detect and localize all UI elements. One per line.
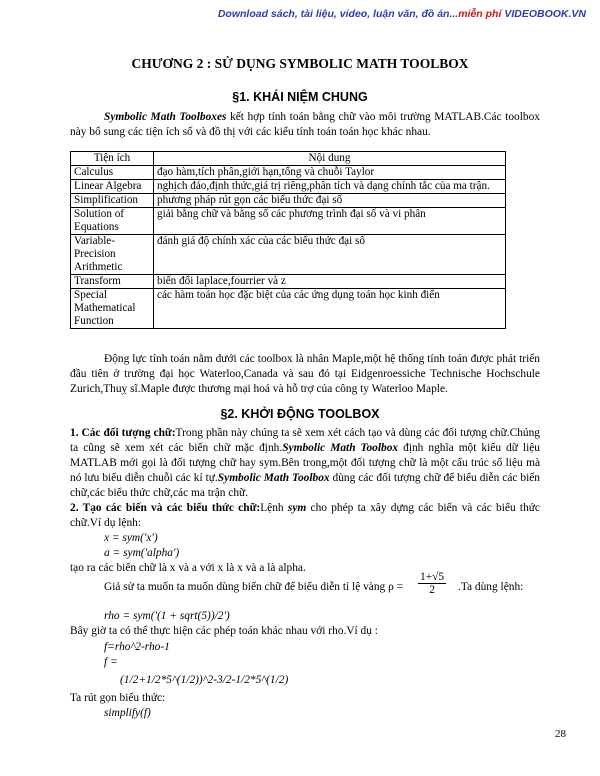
code-line: x = sym('x') xyxy=(104,532,158,544)
maple-paragraph: Động lực tính toán nằm dưới các toolbox là nhân Maple,một hệ thống tính toán được phát triển đầu tiên ở trường đại học Waterloo,Canada và sau đó tại Eidgenroessiche Technische Hochschule Zurich,Thuỵ sĩ.Maple được thương mại hoá và hỗ trợ của công ty Waterloo Maple. xyxy=(70,353,540,395)
golden-ratio-fraction xyxy=(418,571,446,596)
golden-ratio-text: Giả sử ta muốn ta muốn dùng biến chữ để biểu diễn tỉ lệ vàng ρ = xyxy=(104,581,404,593)
objects-paragraph: 1. Các đối tượng chữ:Trong phần này chúng ta sẽ xem xét cách tạo và dùng các đối tượng chữ.Chúng ta cũng sẽ xem xét các biến chữ mặc định.Symbolic Math Toolbox định nghĩa một kiểu dữ liệu MATLAB mới gọi là đối tượng chữ hay sym.Bên trong,một đối tượng chữ là một cấu trúc số liệu mà nó lưu biểu diễn chuỗi các kí tự.Symbolic Math Toolbox dùng các đối tượng chữ để biểu diễn các biến chữ,các biểu thức chữ,các ma trận chữ. xyxy=(70,427,540,499)
table-header-cell: Tiện ích xyxy=(71,152,154,166)
table-row xyxy=(71,194,506,208)
simplify-text: Ta rút gọn biểu thức: xyxy=(70,692,166,704)
table-row xyxy=(71,180,506,194)
tool-name: Transform xyxy=(71,275,154,289)
section1-heading: §1. KHÁI NIỆM CHUNG xyxy=(232,90,368,104)
tool-name: Calculus xyxy=(71,166,154,180)
table-row xyxy=(71,166,506,180)
tool-desc: phương pháp rút gọn các biểu thức đại số xyxy=(154,194,506,208)
tool-desc: giải bằng chữ và bằng số các phương trình đại số và vi phân xyxy=(154,208,506,235)
fraction-denominator: 2 xyxy=(429,584,435,596)
section2-heading: §2. KHỞI ĐỘNG TOOLBOX xyxy=(220,407,380,421)
banner-text: Download sách, tài liệu, video, luận văn, đồ án... xyxy=(217,8,459,20)
table-header-row xyxy=(71,152,506,166)
tool-name: Variable-Precision Arithmetic xyxy=(71,235,154,275)
toolbox-table xyxy=(70,151,506,329)
table-row xyxy=(71,275,506,289)
table-row xyxy=(71,235,506,275)
golden-ratio-tail: .Ta dùng lệnh: xyxy=(458,581,524,593)
tool-name: Linear Algebra xyxy=(71,180,154,194)
tool-name: Solution of Equations xyxy=(71,208,154,235)
fraction-numerator: 1+√5 xyxy=(420,571,445,583)
code-line: simplify(f) xyxy=(104,707,151,719)
code-line: (1/2+1/2*5^(1/2))^2-3/2-1/2*5^(1/2) xyxy=(120,674,289,686)
download-banner[interactable] xyxy=(218,8,586,20)
page-number: 28 xyxy=(555,728,566,740)
code-line: rho = sym('(1 + sqrt(5))/2') xyxy=(104,610,230,622)
code-line: a = sym('alpha') xyxy=(104,547,180,559)
tool-desc: nghịch đảo,định thức,giá trị riêng,phân tích và dạng chính tắc của ma trận. xyxy=(154,180,506,194)
table-header-cell: Nội dung xyxy=(154,152,506,166)
tool-desc: đánh giá độ chính xác của các biểu thức đại số xyxy=(154,235,506,275)
tool-desc: biến đổi laplace,fourrier và z xyxy=(154,275,506,289)
table-row xyxy=(71,289,506,329)
tool-desc: đạo hàm,tích phân,giới hạn,tổng và chuỗi Taylor xyxy=(154,166,506,180)
code-line: f=rho^2-rho-1 xyxy=(104,641,170,653)
tool-name: Special Mathematical Function xyxy=(71,289,154,329)
create-paragraph: 2. Tạo các biến và các biểu thức chữ:Lệnh sym cho phép ta xây dựng các biến và các biểu thức chữ.Ví dụ lệnh: xyxy=(70,502,540,529)
operations-text: Bây giờ ta có thể thực hiện các phép toán khác nhau với rho.Ví dụ : xyxy=(70,625,378,637)
code-explanation: tạo ra các biến chữ là x và a với x là x và a là alpha. xyxy=(70,562,306,574)
chapter-title: CHƯƠNG 2 : SỬ DỤNG SYMBOLIC MATH TOOLBOX xyxy=(131,56,469,71)
code-line: f = xyxy=(104,656,118,668)
banner-site[interactable]: VIDEOBOOK.VN xyxy=(504,8,586,20)
intro-paragraph: Symbolic Math Toolboxes kết hợp tính toán bằng chữ vào môi trường MATLAB.Các toolbox này bổ sung các tiện ích số và đồ thị với các kiểu tính toán toán học khác nhau. xyxy=(70,111,540,138)
tool-name: Simplification xyxy=(71,194,154,208)
table-row xyxy=(71,208,506,235)
banner-free: miễn phí xyxy=(458,8,502,20)
tool-desc: các hàm toán học đặc biệt của các ứng dụng toán học kinh điển xyxy=(154,289,506,329)
